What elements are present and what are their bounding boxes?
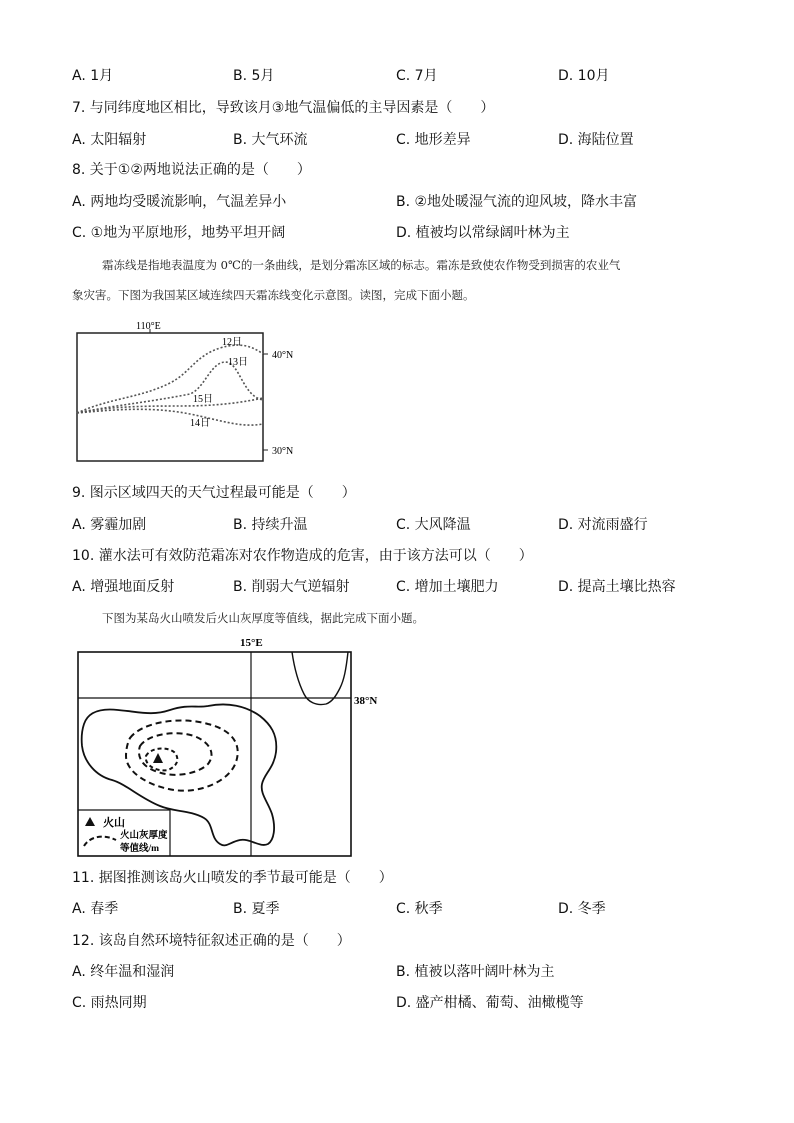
q8-option-b: B. ②地处暖湿气流的迎风坡，降水丰富 [396,194,638,210]
q11-option-a: A. 春季 [72,901,119,917]
q10-option-a: A. 增强地面反射 [72,579,175,595]
q6-option-a: A. 1月 [72,68,114,84]
q11-option-d: D. 冬季 [558,901,606,917]
q7-option-b: B. 大气环流 [233,132,308,148]
legend-volcano-icon [85,817,95,826]
lat-label-38n: 38°N [354,695,378,707]
q7-option-a: A. 太阳辐射 [72,132,147,148]
q7-option-c: C. 地形差异 [396,132,471,148]
label-day14: 14日 [190,418,210,429]
label-day12: 12日 [222,337,242,348]
lat-label-30n: 30°N [272,446,294,457]
q8-option-d: D. 植被均以常绿阔叶林为主 [396,225,570,241]
q9-option-b: B. 持续升温 [233,517,308,533]
frost-line-map [70,318,320,466]
label-day15: 15日 [193,394,213,405]
q7-stem: 7. 与同纬度地区相比，导致该月③地气温偏低的主导因素是（ ） [72,100,495,116]
q11-stem: 11. 据图推测该岛火山喷发的季节最可能是（ ） [72,870,393,886]
ash-isoline-inner [146,749,178,771]
frost-intro-line-1: 霜冻线是指地表温度为 0℃的一条曲线，是划分霜冻区域的标志。霜冻是致使农作物受到损害的农业气 [102,258,621,272]
q8-stem: 8. 关于①②两地说法正确的是（ ） [72,162,311,178]
frost-intro-line-2: 象灾害。下图为我国某区域连续四天霜冻线变化示意图。读图，完成下面小题。 [72,288,475,302]
q10-stem: 10. 灌水法可有效防范霜冻对农作物造成的危害，由于该方法可以（ ） [72,548,533,564]
q12-option-b: B. 植被以落叶阔叶林为主 [396,964,555,980]
legend-isoline-label-2: 等值线/m [120,844,160,854]
frost-line-day12 [77,345,263,413]
mainland-coast [292,652,348,705]
volcano-intro: 下图为某岛火山喷发后火山灰厚度等值线，据此完成下面小题。 [102,611,424,625]
legend-isoline-label-1: 火山灰厚度 [120,831,168,841]
q10-option-c: C. 增加土壤肥力 [396,579,499,595]
q9-option-a: A. 雾霾加剧 [72,517,147,533]
q12-option-c: C. 雨热同期 [72,995,147,1011]
q12-option-d: D. 盛产柑橘、葡萄、油橄榄等 [396,995,584,1011]
legend-volcano-label: 火山 [103,817,125,829]
ash-isoline-outer [126,720,238,790]
label-day13: 13日 [228,357,248,368]
q6-option-d: D. 10月 [558,68,610,84]
ash-isoline-middle [139,733,212,775]
q9-stem: 9. 图示区域四天的天气过程最可能是（ ） [72,485,356,501]
q9-option-c: C. 大风降温 [396,517,471,533]
volcano-ash-map [70,634,390,860]
q10-option-b: B. 削弱大气逆辐射 [233,579,350,595]
q9-option-d: D. 对流雨盛行 [558,517,648,533]
frost-line-day14 [77,409,263,425]
q8-option-a: A. 两地均受暖流影响，气温差异小 [72,194,287,210]
volcano-icon [153,753,163,763]
lon-label-110e: 110°E [136,321,161,332]
q6-option-c: C. 7月 [396,68,438,84]
lat-label-40n: 40°N [272,350,294,361]
legend-isoline-icon [84,837,116,846]
q7-option-d: D. 海陆位置 [558,132,634,148]
q6-option-b: B. 5月 [233,68,275,84]
q8-option-c: C. ①地为平原地形，地势平坦开阔 [72,225,286,241]
q12-option-a: A. 终年温和湿润 [72,964,175,980]
q10-option-d: D. 提高土壤比热容 [558,579,676,595]
q11-option-c: C. 秋季 [396,901,443,917]
q11-option-b: B. 夏季 [233,901,280,917]
lon-label-15e: 15°E [240,637,263,649]
q12-stem: 12. 该岛自然环境特征叙述正确的是（ ） [72,933,351,949]
